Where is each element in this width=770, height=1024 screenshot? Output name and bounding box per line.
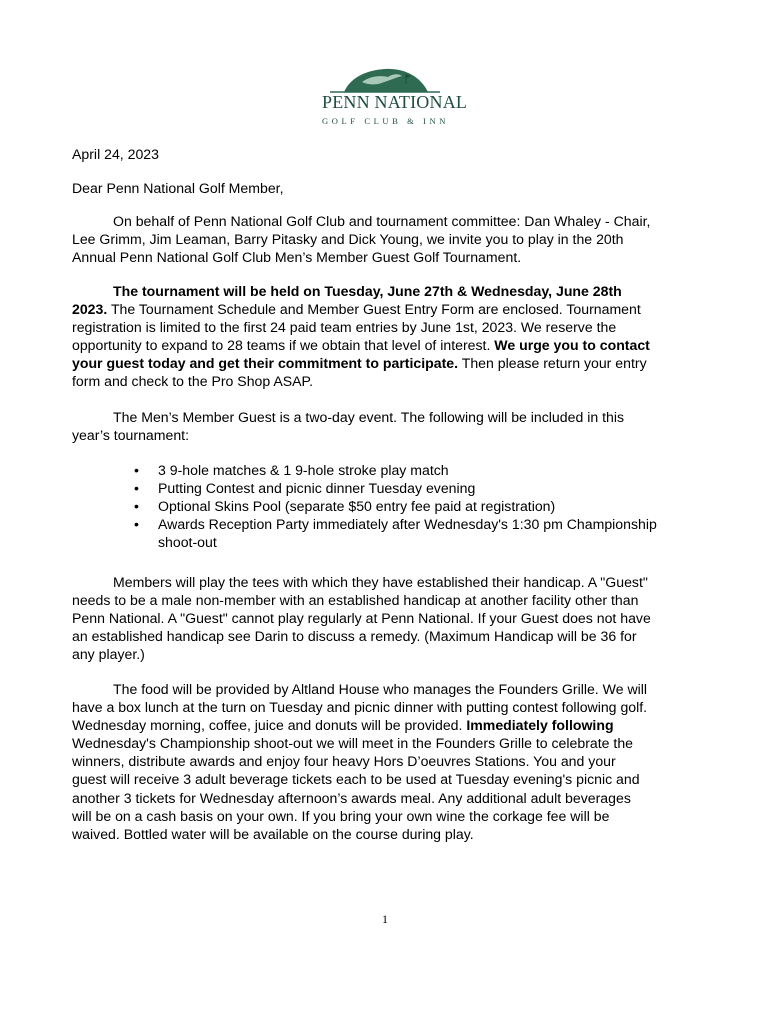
bold-text: The tournament will be held on Tuesday, June 27th & Wednesday, June 28th [113,283,622,299]
paragraph-line: The food will be provided by Altland House who manages the Founders Grille. We will [113,681,648,697]
plain-text: Wednesday morning, coffee, juice and donuts will be provided. [72,717,467,734]
paragraph-line: registration is limited to the first 24 paid team entries by June 1st, 2023. We reserve the [72,319,617,336]
bullet-icon: • [134,516,139,533]
paragraph-line: Wednesday's Championship shoot-out we will meet in the Founders Grille to celebrate the [72,735,633,752]
paragraph-line: have a box lunch at the turn on Tuesday and picnic dinner with putting contest following golf. [72,699,648,716]
paragraph-line: Penn National. A "Guest" cannot play regularly at Penn National. If your Guest does not have [72,610,651,627]
paragraph-line: Lee Grimm, Jim Leaman, Barry Pitasky and Dick Young, we invite you to play in the 20th [72,231,624,248]
paragraph-line [72,336,704,354]
paragraph-line: an established handicap see Darin to discuss a remedy. (Maximum Handicap will be 36 for [72,628,637,645]
paragraph-line [72,354,704,372]
paragraph-line [72,282,704,300]
club-logo [322,62,468,132]
paragraph-line: Members will play the tees with which they have established their handicap. A "Guest" [113,574,648,590]
plain-text: opportunity to expand to 28 teams if we obtain that level of interest. [72,337,495,354]
list-item: • Putting Contest and picnic dinner Tuesday evening [134,480,476,497]
paragraph-line: needs to be a male non-member with an established handicap at another facility other than [72,592,639,609]
paragraph-line: year’s tournament: [72,427,189,444]
paragraph-line: Annual Penn National Golf Club Men’s Member Guest Golf Tournament. [72,249,522,266]
plain-text: The Tournament Schedule and Member Guest Entry Form are enclosed. Tournament [107,301,641,318]
bold-text: Immediately following [466,717,614,734]
paragraph-line: will be on a cash basis on your own. If you bring your own wine the corkage fee will be [72,807,610,824]
paragraph-line: any player.) [72,646,145,663]
paragraph-event-intro [72,408,704,444]
bullet-icon: • [134,480,139,497]
logo-subtitle: GOLF CLUB & INN [322,116,449,126]
paragraph-line: On behalf of Penn National Golf Club and tournament committee: Dan Whaley - Chair, [113,213,651,229]
paragraph-tournament-dates [72,282,704,391]
list-item: • 3 9-hole matches & 1 9-hole stroke play match [134,462,449,478]
bullet-icon: • [134,462,139,478]
paragraph-line [72,716,704,734]
paragraph-line: form and check to the Pro Shop ASAP. [72,373,314,390]
bullet-icon: • [134,498,139,515]
paragraph-line: another 3 tickets for Wednesday afternoon’s awards meal. Any additional adult beverages [72,789,631,806]
bold-text: We urge you to contact [494,337,650,354]
paragraph-line: The Men’s Member Guest is a two-day event. The following will be included in this [113,409,625,425]
bold-text: 2023. [72,301,108,318]
page-number: 1 [382,912,388,926]
paragraph-line: winners, distribute awards and enjoy four heavy Hors D’oeuvres Stations. You and your [72,753,616,770]
paragraph-food [72,680,704,843]
paragraph-line [72,300,704,318]
list-item: • Awards Reception Party immediately after Wednesday's 1:30 pm Championship [134,516,657,533]
included-items-list [132,461,712,551]
list-item-continuation: shoot-out [158,534,217,551]
plain-text: Then please return your entry [458,355,647,372]
paragraph-handicap [72,573,704,663]
letter-date: April 24, 2023 [72,146,159,162]
paragraph-invitation [72,212,704,266]
bold-text: your guest today and get their commitment to participate. [72,355,459,372]
golf-course-emblem-icon [322,62,448,96]
paragraph-line: guest will receive 3 adult beverage tickets each to be used at Tuesday evening's picnic and [72,771,640,788]
logo-name: PENN NATIONAL [322,92,468,112]
salutation: Dear Penn National Golf Member, [72,180,284,196]
paragraph-line: waived. Bottled water will be available on the course during play. [72,825,474,842]
list-item: • Optional Skins Pool (separate $50 entry fee paid at registration) [134,498,556,515]
